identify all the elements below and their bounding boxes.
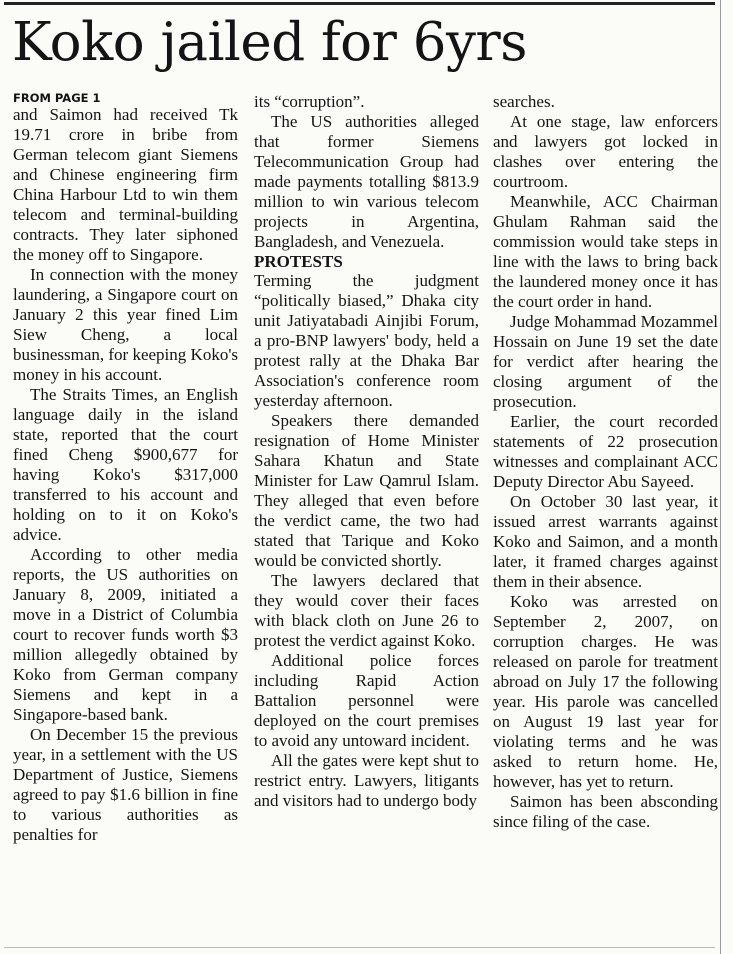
paragraph: On October 30 last year, it issued arrest warrants against Koko and Saimon, and a month later, it framed charges against them in their absence. [493, 492, 718, 591]
paragraph: searches. [493, 92, 555, 111]
paragraph: On December 15 the previous year, in a settlement with the US Department of Justice, Siemens agreed to pay $1.6 billion in fine to various authorities as penalties for [13, 725, 238, 844]
headline: Koko jailed for 6yrs [12, 12, 527, 73]
paragraph: and Saimon had received Tk 19.71 crore in bribe from German telecom giant Siemens and Chinese engineering firm China Harbour Ltd to win them telecom and terminal-building contracts. They later siphoned the money off to Singapore. [13, 105, 238, 264]
paragraph: Saimon has been absconding since filing of the case. [493, 792, 718, 831]
paragraph: Meanwhile, ACC Chairman Ghulam Rahman said the commission would take steps in line with the laws to bring back the laundered money once it has the court order in hand. [493, 192, 718, 311]
paragraph: At one stage, law enforcers and lawyers got locked in clashes over entering the courtroom. [493, 112, 718, 191]
paragraph: Speakers there demanded resignation of Home Minister Sahara Khatun and State Minister for Law Qamrul Islam. They alleged that even before the verdict came, the two had stated that Tarique and Koko would be convicted shortly. [254, 411, 479, 570]
top-rule [4, 2, 715, 5]
paragraph: Koko was arrested on September 2, 2007, on corruption charges. He was released on parole for treatment abroad on July 17 the following year. His parole was cancelled on August 19 last year for violating terms and he was asked to return home. He, however, has yet to return. [493, 592, 718, 791]
paragraph: Earlier, the court recorded statements of 22 prosecution witnesses and complainant ACC Deputy Director Abu Sayeed. [493, 412, 718, 491]
paragraph: According to other media reports, the US authorities on January 8, 2009, initiated a move in a District of Columbia court to recover funds worth $3 million allegedly obtained by Koko from German company Siemens and kept in a Singapore-based bank. [13, 545, 238, 724]
subhead-protests: PROTESTS [254, 252, 343, 271]
bottom-rule [4, 947, 715, 948]
column-1 [13, 92, 238, 845]
paragraph: The US authorities alleged that former Siemens Telecommunication Group had made payments totalling $813.9 million to win various telecom projects in Argentina, Bangladesh, and Venezuela. [254, 112, 479, 251]
column-rule [720, 0, 721, 954]
kicker-from-page-1: FROM PAGE 1 [13, 91, 101, 105]
paragraph: Additional police forces including Rapid Action Battalion personnel were deployed on the court premises to avoid any untoward incident. [254, 651, 479, 750]
paragraph: All the gates were kept shut to restrict entry. Lawyers, litigants and visitors had to undergo body [254, 751, 479, 810]
paragraph: The Straits Times, an English language daily in the island state, reported that the court fined Cheng $900,677 for having Koko's $317,000 transferred to his account and holding on to it on Koko's advice. [13, 385, 238, 544]
column-2 [254, 92, 479, 811]
paragraph: Terming the judgment “politically biased,” Dhaka city unit Jatiyatabadi Ainjibi Forum, a pro-BNP lawyers' body, held a protest rally at the Dhaka Bar Association's conference room yesterday afternoon. [254, 271, 479, 410]
paragraph: In connection with the money laundering, a Singapore court on January 2 this year fined Lim Siew Cheng, a local businessman, for keeping Koko's money in his account. [13, 265, 238, 384]
column-3 [493, 92, 718, 832]
paragraph: The lawyers declared that they would cover their faces with black cloth on June 26 to protest the verdict against Koko. [254, 571, 479, 650]
paragraph: Judge Mohammad Mozammel Hossain on June 19 set the date for verdict after hearing the closing argument of the prosecution. [493, 312, 718, 411]
paragraph: its “corruption”. [254, 92, 365, 111]
